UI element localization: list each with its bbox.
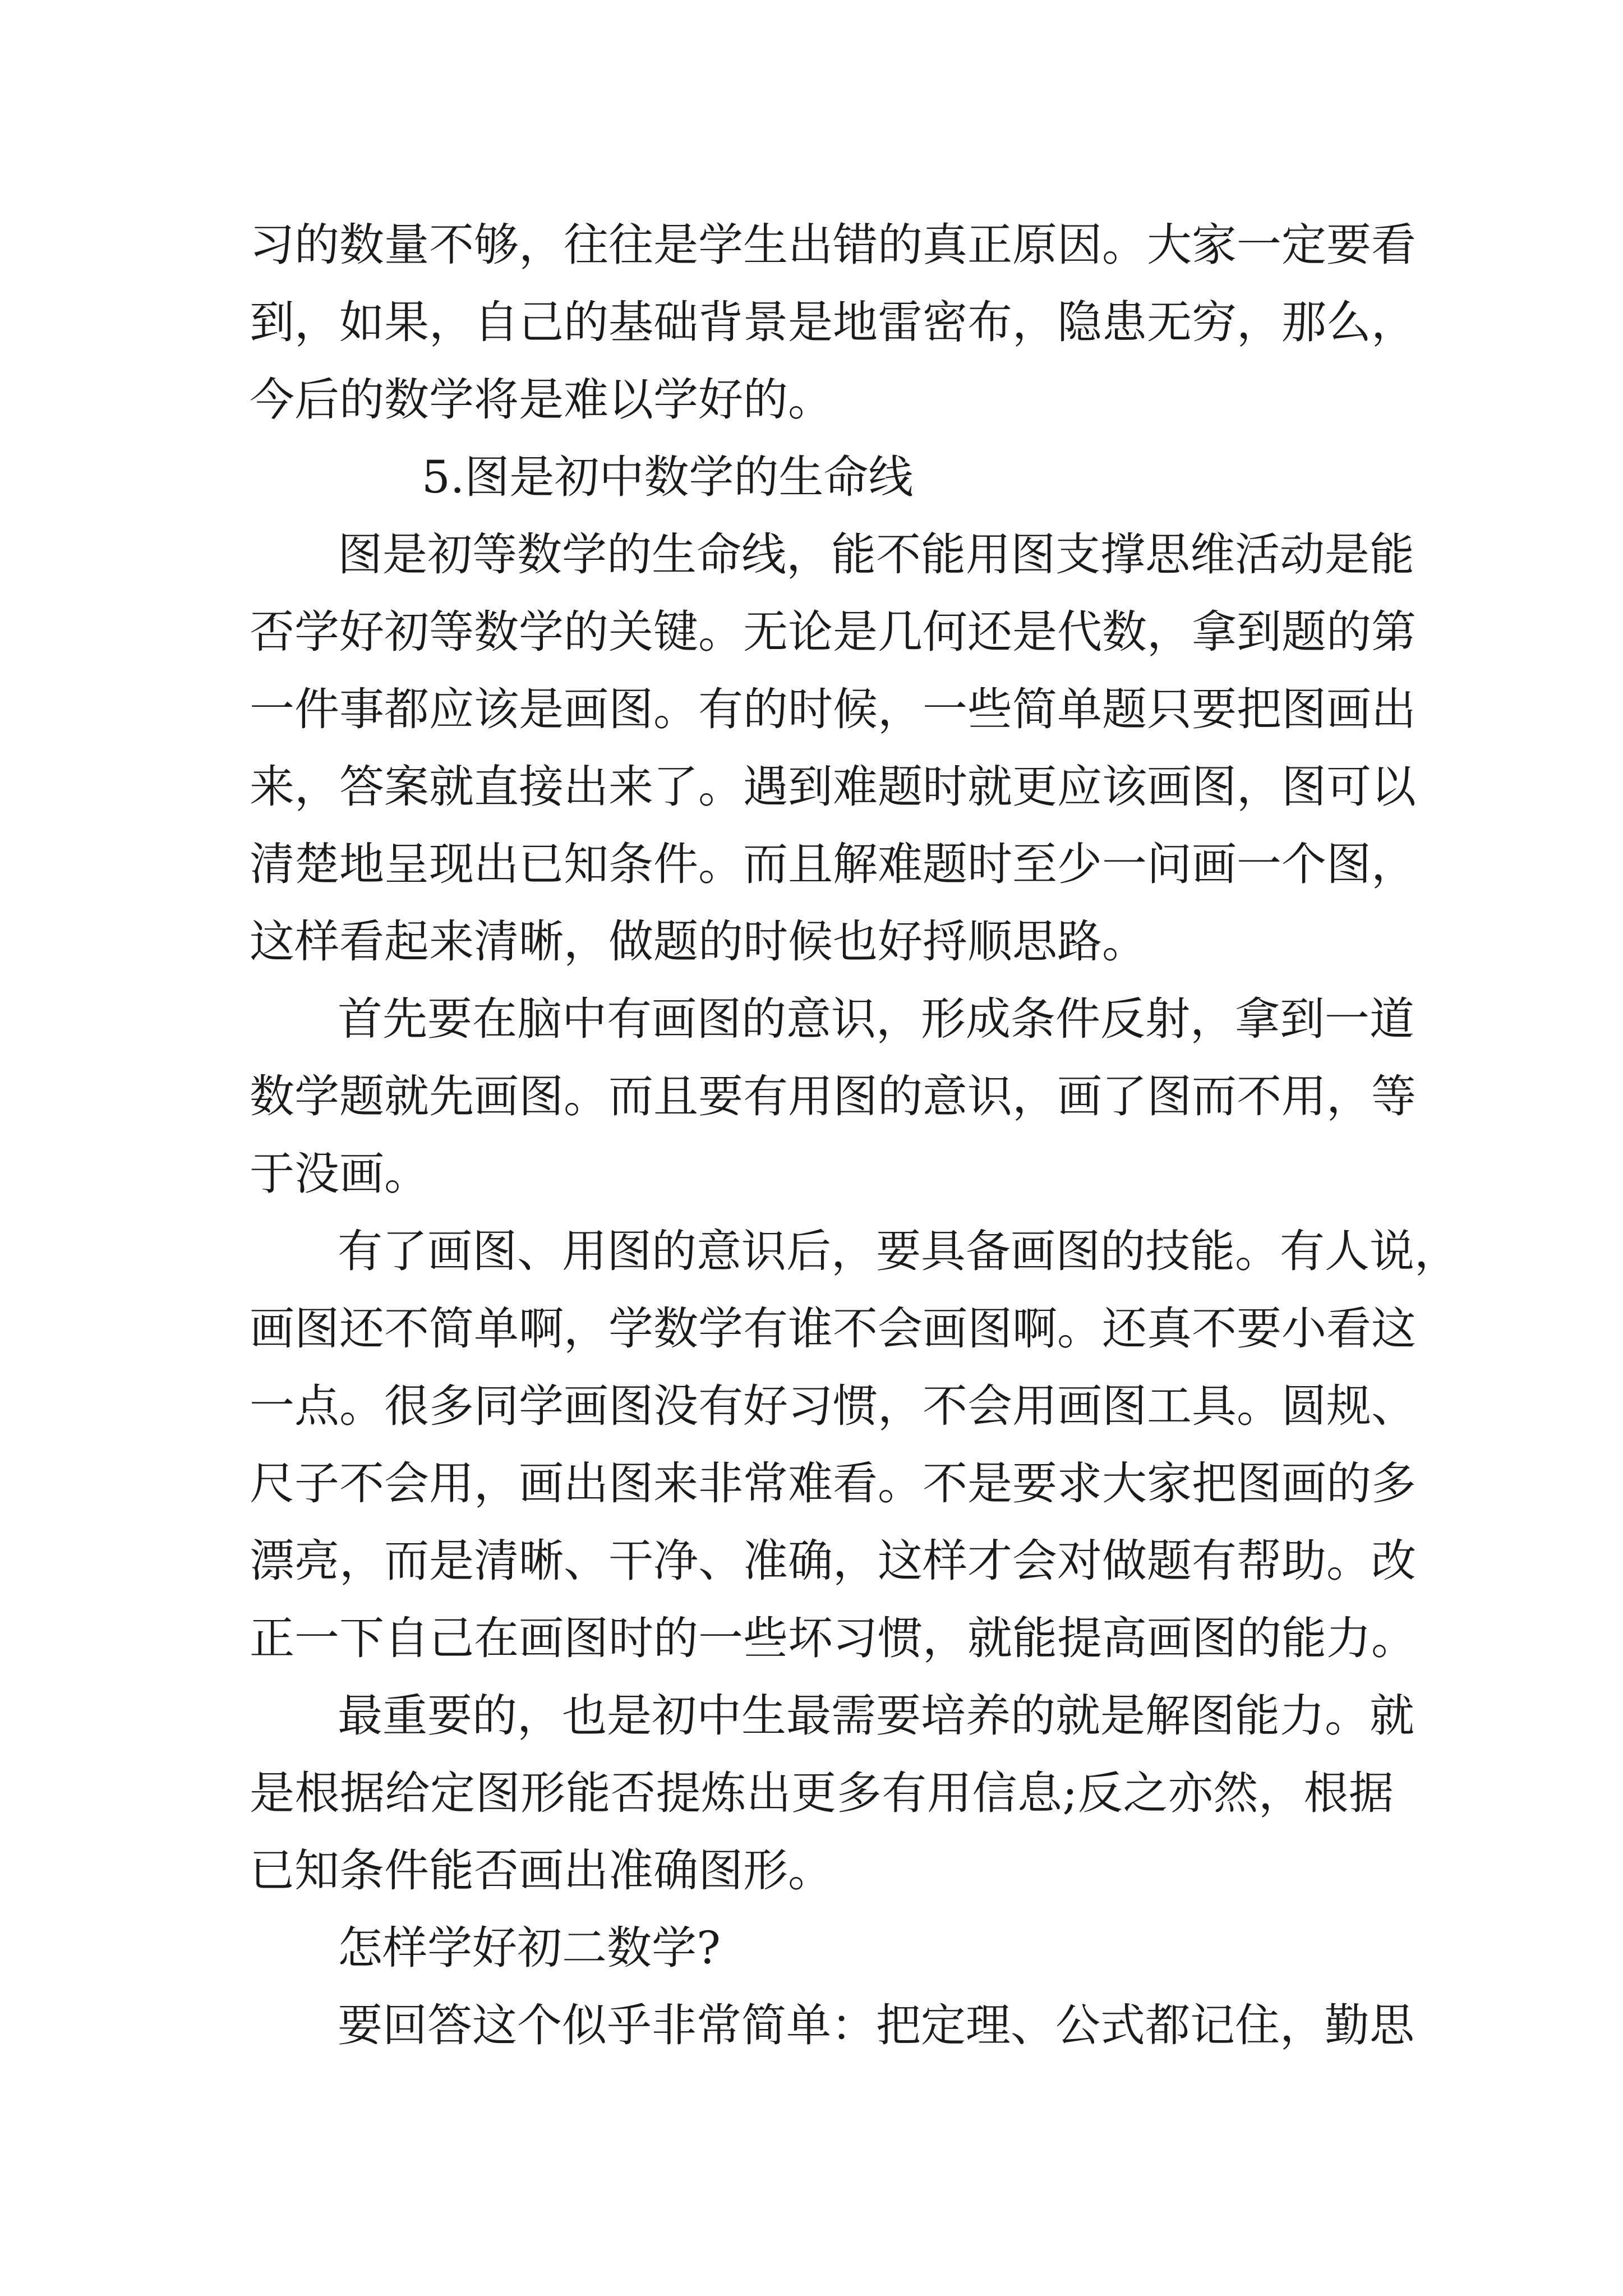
text-line: 于没画。: [250, 1148, 429, 1200]
text-line: 这样看起来清晰，做题的时候也好捋顺思路。: [250, 915, 1147, 968]
question-heading: 怎样学好初二数学?: [338, 1922, 721, 1974]
text-line: 习的数量不够，往往是学生出错的真正原因。大家一定要看: [250, 219, 1416, 271]
text-line: 是根据给定图形能否提炼出更多有用信息;反之亦然，根据: [250, 1767, 1394, 1819]
text-line: 一件事都应该是画图。有的时候，一些简单题只要把图画出: [250, 683, 1416, 735]
text-line: 有了画图、用图的意识后，要具备画图的技能。有人说，: [338, 1225, 1459, 1277]
text-line: 漂亮，而是清晰、干净、准确，这样才会对做题有帮助。改: [250, 1535, 1416, 1587]
section-heading: 5.图是初中数学的生命线: [422, 451, 914, 503]
text-line: 最重要的，也是初中生最需要培养的就是解图能力。就: [338, 1690, 1414, 1742]
text-line: 图是初等数学的生命线，能不能用图支撑思维活动是能: [338, 528, 1414, 581]
text-line: 清楚地呈现出已知条件。而且解难题时至少一问画一个图，: [250, 838, 1416, 890]
text-line: 一点。很多同学画图没有好习惯，不会用画图工具。圆规、: [250, 1380, 1416, 1432]
text-line: 首先要在脑中有画图的意识，形成条件反射，拿到一道: [338, 993, 1414, 1045]
text-line: 否学好初等数学的关键。无论是几何还是代数，拿到题的第: [250, 606, 1416, 658]
text-line: 尺子不会用，画出图来非常难看。不是要求大家把图画的多: [250, 1457, 1416, 1510]
text-line: 画图还不简单啊，学数学有谁不会画图啊。还真不要小看这: [250, 1303, 1416, 1355]
text-line: 来，答案就直接出来了。遇到难题时就更应该画图，图可以: [250, 761, 1416, 813]
text-line: 已知条件能否画出准确图形。: [250, 1844, 833, 1897]
text-line: 到，如果，自己的基础背景是地雷密布，隐患无穷，那么，: [250, 296, 1416, 348]
text-line: 正一下自己在画图时的一些坏习惯，就能提高画图的能力。: [250, 1612, 1416, 1664]
text-line: 要回答这个似乎非常简单：把定理、公式都记住，勤思: [338, 1999, 1414, 2051]
text-line: 今后的数学将是难以学好的。: [250, 374, 833, 426]
text-line: 数学题就先画图。而且要有用图的意识，画了图而不用，等: [250, 1070, 1416, 1122]
